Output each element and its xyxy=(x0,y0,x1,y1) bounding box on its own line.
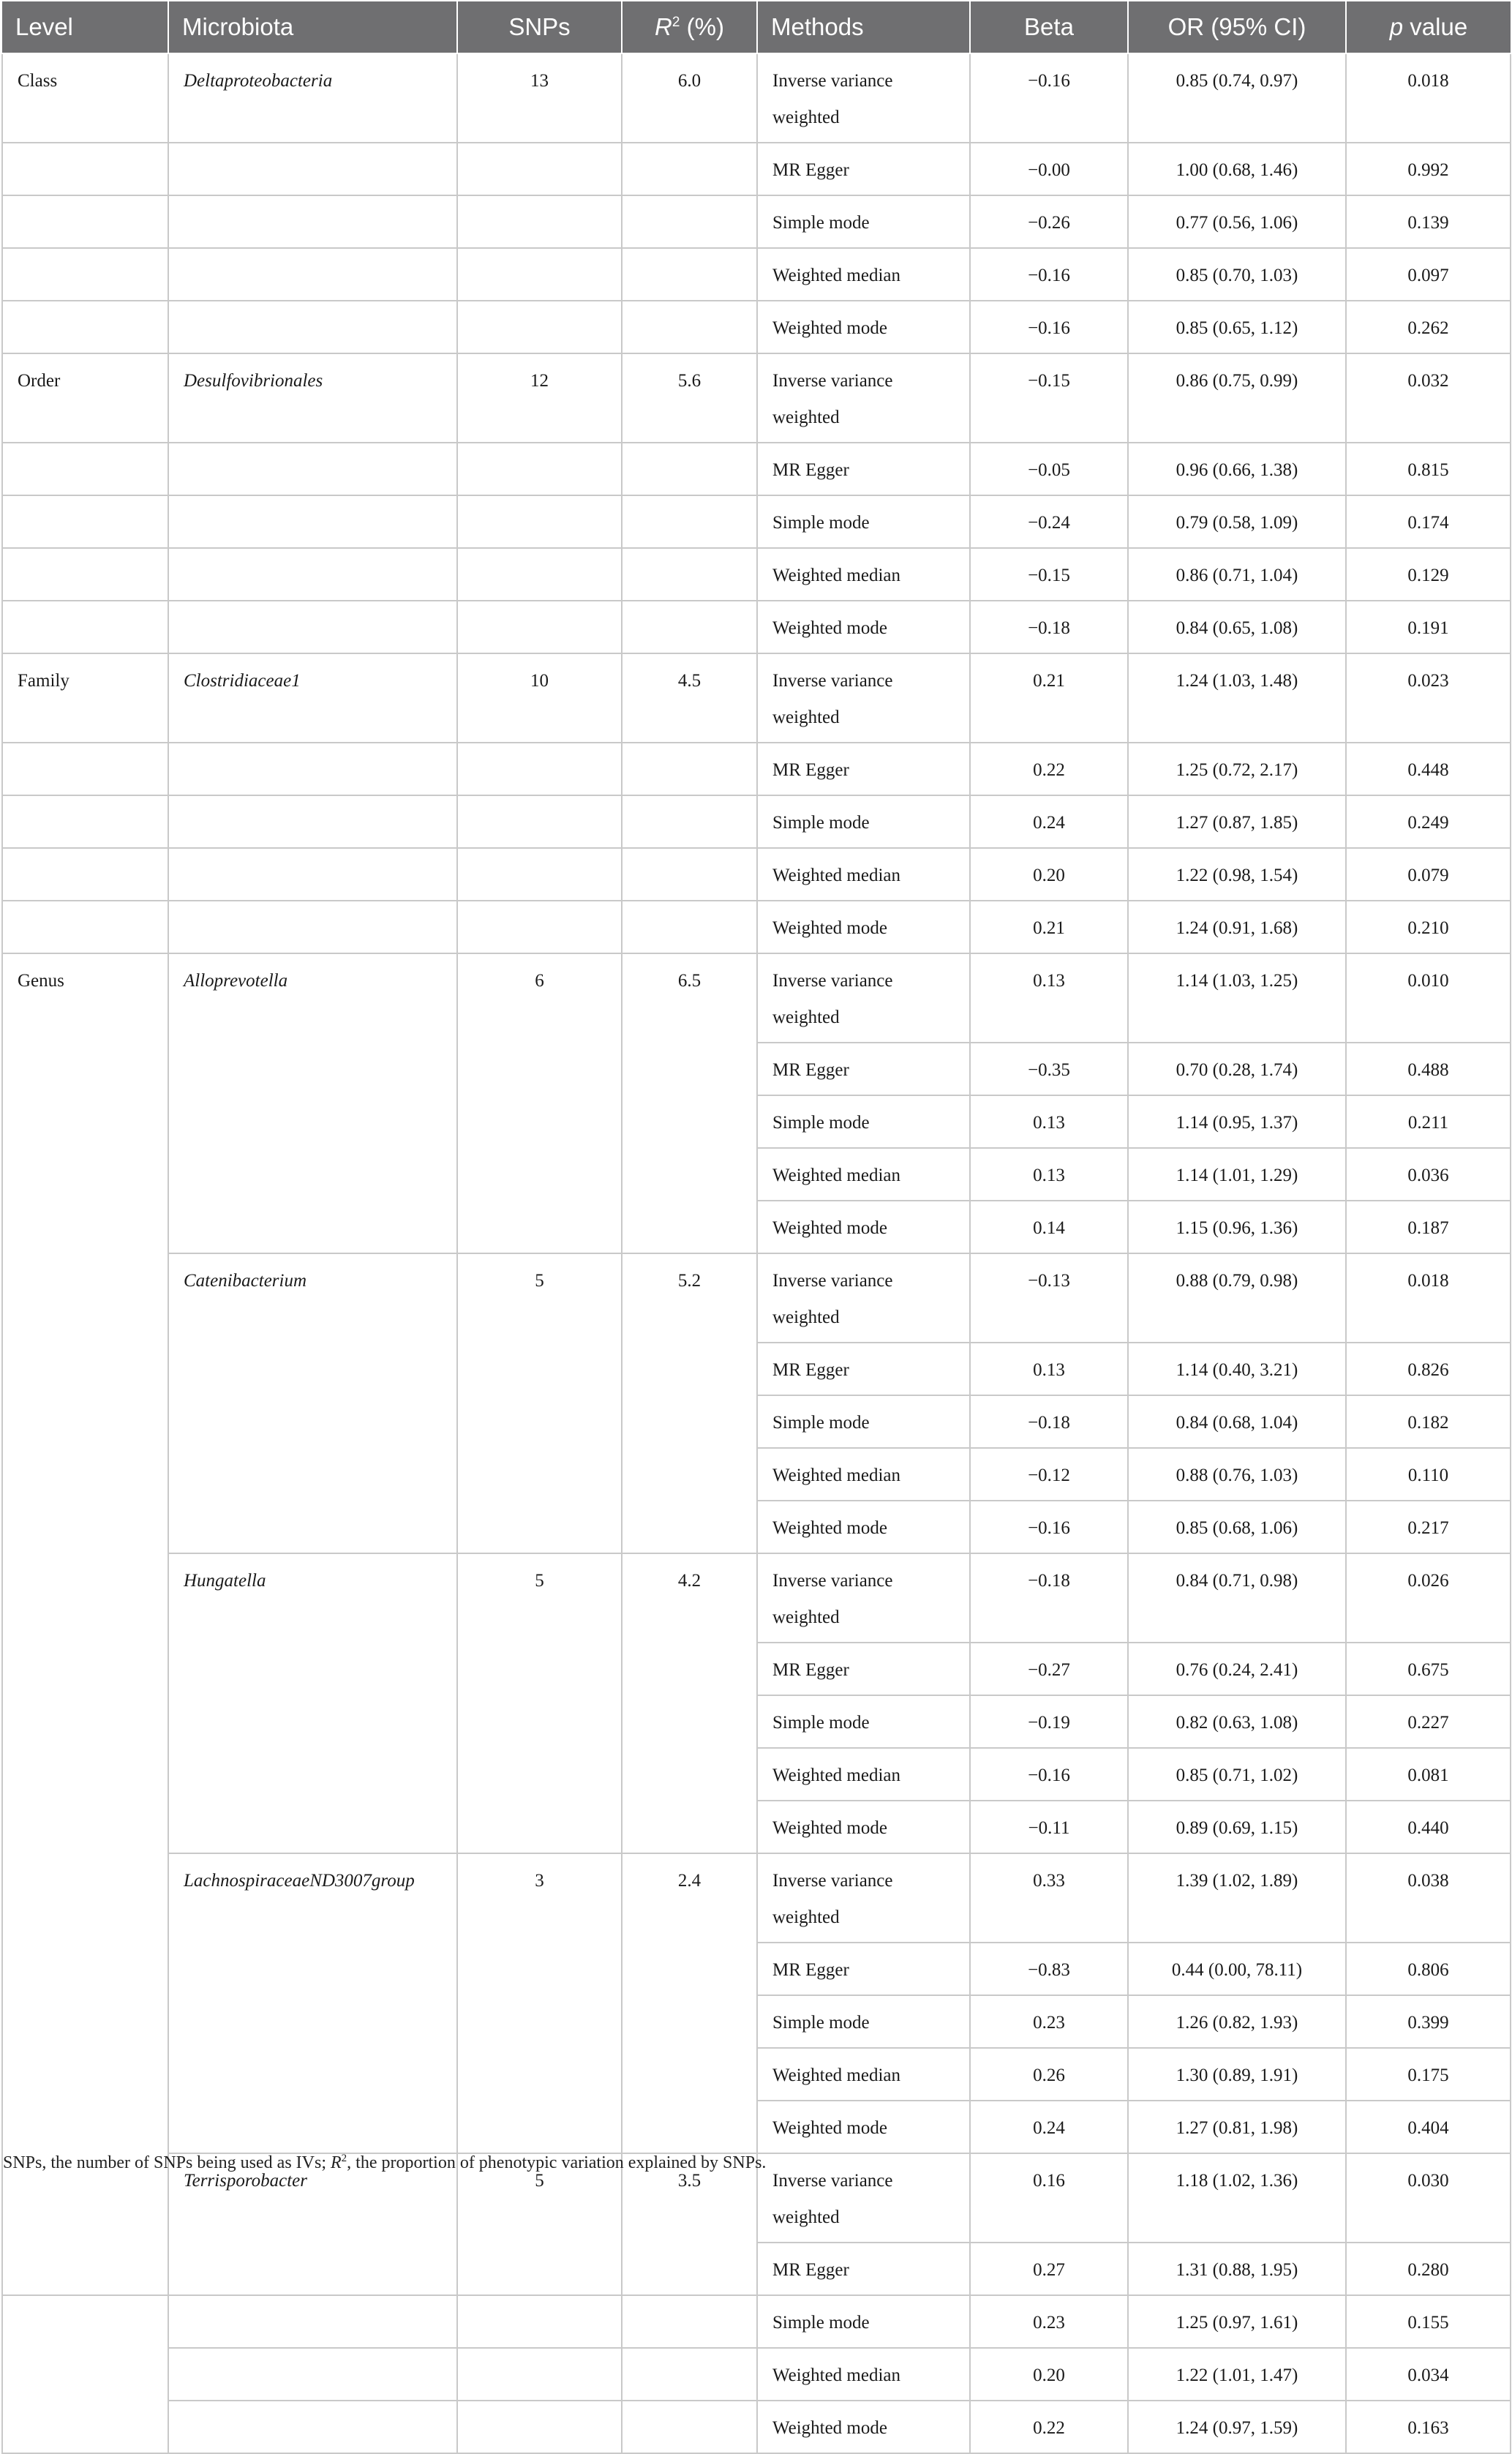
cell-or: 1.22 (0.98, 1.54) xyxy=(1128,848,1346,901)
cell-r2: 3.5 xyxy=(622,2153,757,2295)
cell-level xyxy=(2,601,168,653)
cell-or: 1.25 (0.72, 2.17) xyxy=(1128,743,1346,795)
cell-beta: 0.13 xyxy=(970,1095,1128,1148)
cell-r2 xyxy=(622,248,757,301)
cell-p-value: 0.280 xyxy=(1346,2243,1511,2295)
cell-beta: 0.22 xyxy=(970,743,1128,795)
cell-snps: 13 xyxy=(457,53,622,143)
cell-beta: −0.35 xyxy=(970,1043,1128,1095)
cell-p-value: 0.036 xyxy=(1346,1148,1511,1201)
cell-or: 1.15 (0.96, 1.36) xyxy=(1128,1201,1346,1253)
cell-beta: 0.21 xyxy=(970,653,1128,743)
table-row xyxy=(2,2348,1511,2401)
cell-level xyxy=(2,795,168,848)
cell-method: Inverse variance weighted xyxy=(757,53,970,143)
cell-or: 1.14 (0.40, 3.21) xyxy=(1128,1343,1346,1395)
cell-snps xyxy=(457,601,622,653)
cell-beta: 0.27 xyxy=(970,2243,1128,2295)
cell-microbiota xyxy=(168,195,457,248)
cell-snps xyxy=(457,743,622,795)
cell-snps xyxy=(457,548,622,601)
cell-or: 1.31 (0.88, 1.95) xyxy=(1128,2243,1346,2295)
cell-snps xyxy=(457,848,622,901)
cell-or: 0.85 (0.65, 1.12) xyxy=(1128,301,1346,353)
cell-r2 xyxy=(622,495,757,548)
cell-method: MR Egger xyxy=(757,743,970,795)
cell-beta: 0.23 xyxy=(970,2295,1128,2348)
table-row xyxy=(2,143,1511,195)
cell-method: Weighted mode xyxy=(757,1501,970,1553)
cell-beta: −0.24 xyxy=(970,495,1128,548)
cell-microbiota: Alloprevotella xyxy=(168,953,457,1253)
cell-p-value: 0.163 xyxy=(1346,2401,1511,2453)
cell-method: Inverse variance weighted xyxy=(757,1553,970,1643)
cell-p-value: 0.448 xyxy=(1346,743,1511,795)
cell-or: 0.84 (0.68, 1.04) xyxy=(1128,1395,1346,1448)
table-row xyxy=(2,195,1511,248)
cell-microbiota xyxy=(168,301,457,353)
cell-beta: −0.05 xyxy=(970,443,1128,495)
cell-p-value: 0.488 xyxy=(1346,1043,1511,1095)
cell-p-value: 0.155 xyxy=(1346,2295,1511,2348)
cell-snps xyxy=(457,2295,622,2348)
table-row xyxy=(2,653,1511,743)
cell-r2 xyxy=(622,601,757,653)
cell-or: 0.84 (0.71, 0.98) xyxy=(1128,1553,1346,1643)
cell-beta: 0.13 xyxy=(970,1148,1128,1201)
cell-r2 xyxy=(622,795,757,848)
cell-method: Weighted mode xyxy=(757,1801,970,1853)
cell-r2: 2.4 xyxy=(622,1853,757,2153)
cell-p-value: 0.174 xyxy=(1346,495,1511,548)
cell-microbiota xyxy=(168,901,457,953)
cell-or: 0.85 (0.68, 1.06) xyxy=(1128,1501,1346,1553)
cell-p-value: 0.262 xyxy=(1346,301,1511,353)
cell-p-value: 0.182 xyxy=(1346,1395,1511,1448)
cell-level xyxy=(2,443,168,495)
table-body xyxy=(2,53,1511,2453)
cell-level xyxy=(2,143,168,195)
cell-beta: −0.18 xyxy=(970,1553,1128,1643)
cell-method: Weighted mode xyxy=(757,1201,970,1253)
cell-or: 1.18 (1.02, 1.36) xyxy=(1128,2153,1346,2243)
cell-method: MR Egger xyxy=(757,1643,970,1695)
cell-microbiota xyxy=(168,143,457,195)
header-r2-sup: 2 xyxy=(672,15,680,30)
cell-or: 1.14 (0.95, 1.37) xyxy=(1128,1095,1346,1148)
table-row xyxy=(2,548,1511,601)
cell-p-value: 0.034 xyxy=(1346,2348,1511,2401)
cell-or: 1.27 (0.87, 1.85) xyxy=(1128,795,1346,848)
cell-beta: 0.16 xyxy=(970,2153,1128,2243)
cell-or: 0.96 (0.66, 1.38) xyxy=(1128,443,1346,495)
cell-p-value: 0.249 xyxy=(1346,795,1511,848)
cell-method: Simple mode xyxy=(757,2295,970,2348)
cell-method: Weighted median xyxy=(757,548,970,601)
cell-snps: 5 xyxy=(457,1553,622,1853)
cell-snps: 10 xyxy=(457,653,622,743)
cell-beta: 0.13 xyxy=(970,1343,1128,1395)
table-row xyxy=(2,248,1511,301)
cell-or: 1.22 (1.01, 1.47) xyxy=(1128,2348,1346,2401)
table-row xyxy=(2,901,1511,953)
cell-r2: 5.2 xyxy=(622,1253,757,1553)
cell-beta: 0.14 xyxy=(970,1201,1128,1253)
cell-or: 0.79 (0.58, 1.09) xyxy=(1128,495,1346,548)
cell-snps xyxy=(457,143,622,195)
cell-level xyxy=(2,301,168,353)
cell-microbiota: LachnospiraceaeND3007group xyxy=(168,1853,457,2153)
cell-snps: 5 xyxy=(457,1253,622,1553)
table-row xyxy=(2,2401,1511,2453)
cell-method: Weighted median xyxy=(757,1148,970,1201)
cell-microbiota: Clostridiaceae1 xyxy=(168,653,457,743)
cell-or: 0.70 (0.28, 1.74) xyxy=(1128,1043,1346,1095)
cell-method: Weighted mode xyxy=(757,301,970,353)
cell-microbiota xyxy=(168,548,457,601)
cell-method: Weighted median xyxy=(757,2348,970,2401)
cell-beta: 0.23 xyxy=(970,1995,1128,2048)
cell-beta: 0.33 xyxy=(970,1853,1128,1943)
cell-p-value: 0.191 xyxy=(1346,601,1511,653)
cell-r2 xyxy=(622,443,757,495)
cell-p-value: 0.826 xyxy=(1346,1343,1511,1395)
cell-method: Inverse variance weighted xyxy=(757,653,970,743)
cell-method: Simple mode xyxy=(757,1995,970,2048)
cell-r2 xyxy=(622,2348,757,2401)
cell-p-value: 0.210 xyxy=(1346,901,1511,953)
cell-p-value: 0.018 xyxy=(1346,53,1511,143)
cell-method: Weighted median xyxy=(757,248,970,301)
cell-beta: −0.16 xyxy=(970,1501,1128,1553)
cell-microbiota xyxy=(168,2401,457,2453)
cell-p-value: 0.110 xyxy=(1346,1448,1511,1501)
cell-beta: −0.15 xyxy=(970,548,1128,601)
cell-snps: 12 xyxy=(457,353,622,443)
cell-beta: −0.27 xyxy=(970,1643,1128,1695)
table-row xyxy=(2,1553,1511,1643)
cell-microbiota xyxy=(168,795,457,848)
cell-r2: 4.5 xyxy=(622,653,757,743)
cell-r2 xyxy=(622,743,757,795)
cell-beta: −0.19 xyxy=(970,1695,1128,1748)
header-row xyxy=(2,1,1511,53)
cell-or: 1.39 (1.02, 1.89) xyxy=(1128,1853,1346,1943)
header-beta: Beta xyxy=(970,1,1128,53)
header-p-value xyxy=(1346,1,1511,53)
cell-beta: −0.18 xyxy=(970,601,1128,653)
cell-p-value: 0.097 xyxy=(1346,248,1511,301)
cell-p-value: 0.227 xyxy=(1346,1695,1511,1748)
cell-snps xyxy=(457,2348,622,2401)
cell-snps xyxy=(457,195,622,248)
table-row xyxy=(2,353,1511,443)
table-row xyxy=(2,1253,1511,1343)
cell-p-value: 0.815 xyxy=(1346,443,1511,495)
cell-beta: 0.20 xyxy=(970,848,1128,901)
table-row xyxy=(2,795,1511,848)
cell-p-value: 0.211 xyxy=(1346,1095,1511,1148)
cell-snps xyxy=(457,443,622,495)
footnote-r-letter: R xyxy=(331,2153,342,2172)
cell-r2 xyxy=(622,548,757,601)
cell-snps: 5 xyxy=(457,2153,622,2295)
cell-or: 0.76 (0.24, 2.41) xyxy=(1128,1643,1346,1695)
cell-method: MR Egger xyxy=(757,2243,970,2295)
cell-r2 xyxy=(622,195,757,248)
cell-or: 1.30 (0.89, 1.91) xyxy=(1128,2048,1346,2101)
cell-r2 xyxy=(622,848,757,901)
cell-level xyxy=(2,548,168,601)
cell-r2 xyxy=(622,143,757,195)
cell-or: 1.14 (1.01, 1.29) xyxy=(1128,1148,1346,1201)
cell-level xyxy=(2,195,168,248)
cell-microbiota xyxy=(168,2295,457,2348)
cell-microbiota: Deltaproteobacteria xyxy=(168,53,457,143)
cell-r2 xyxy=(622,901,757,953)
cell-p-value: 0.026 xyxy=(1346,1553,1511,1643)
cell-method: MR Egger xyxy=(757,143,970,195)
cell-p-value: 0.217 xyxy=(1346,1501,1511,1553)
table-row xyxy=(2,443,1511,495)
cell-method: Inverse variance weighted xyxy=(757,1853,970,1943)
cell-level xyxy=(2,901,168,953)
cell-beta: −0.12 xyxy=(970,1448,1128,1501)
cell-method: Weighted mode xyxy=(757,2101,970,2153)
cell-p-value: 0.081 xyxy=(1346,1748,1511,1801)
cell-beta: −0.26 xyxy=(970,195,1128,248)
cell-p-value: 0.010 xyxy=(1346,953,1511,1043)
cell-level: Order xyxy=(2,353,168,443)
header-r2 xyxy=(622,1,757,53)
cell-p-value: 0.675 xyxy=(1346,1643,1511,1695)
cell-or: 1.27 (0.81, 1.98) xyxy=(1128,2101,1346,2153)
cell-method: Weighted mode xyxy=(757,601,970,653)
cell-method: MR Egger xyxy=(757,1343,970,1395)
cell-or: 0.84 (0.65, 1.08) xyxy=(1128,601,1346,653)
cell-beta: −0.15 xyxy=(970,353,1128,443)
cell-microbiota xyxy=(168,601,457,653)
table-row xyxy=(2,53,1511,143)
footnote-part2: , the proportion of phenotypic variation explained by SNPs. xyxy=(347,2153,767,2172)
cell-p-value: 0.129 xyxy=(1346,548,1511,601)
cell-method: Inverse variance weighted xyxy=(757,353,970,443)
table-row xyxy=(2,495,1511,548)
cell-method: Weighted median xyxy=(757,2048,970,2101)
cell-snps xyxy=(457,495,622,548)
cell-p-value: 0.440 xyxy=(1346,1801,1511,1853)
cell-snps: 3 xyxy=(457,1853,622,2153)
cell-p-value: 0.175 xyxy=(1346,2048,1511,2101)
cell-snps xyxy=(457,301,622,353)
cell-beta: 0.22 xyxy=(970,2401,1128,2453)
cell-p-value: 0.139 xyxy=(1346,195,1511,248)
header-snps: SNPs xyxy=(457,1,622,53)
header-p-rest: value xyxy=(1403,13,1468,40)
cell-or: 1.00 (0.68, 1.46) xyxy=(1128,143,1346,195)
cell-method: Weighted median xyxy=(757,1448,970,1501)
cell-level xyxy=(2,495,168,548)
cell-beta: 0.21 xyxy=(970,901,1128,953)
cell-method: Weighted median xyxy=(757,848,970,901)
cell-microbiota xyxy=(168,248,457,301)
cell-microbiota xyxy=(168,495,457,548)
cell-r2 xyxy=(622,301,757,353)
cell-or: 1.24 (1.03, 1.48) xyxy=(1128,653,1346,743)
cell-method: Simple mode xyxy=(757,1695,970,1748)
cell-microbiota xyxy=(168,443,457,495)
cell-method: Weighted mode xyxy=(757,901,970,953)
cell-microbiota xyxy=(168,848,457,901)
cell-method: Weighted median xyxy=(757,1748,970,1801)
cell-beta: −0.83 xyxy=(970,1943,1128,1995)
cell-level xyxy=(2,848,168,901)
cell-or: 1.14 (1.03, 1.25) xyxy=(1128,953,1346,1043)
cell-method: Weighted mode xyxy=(757,2401,970,2453)
cell-beta: −0.16 xyxy=(970,248,1128,301)
cell-snps: 6 xyxy=(457,953,622,1253)
cell-or: 0.85 (0.74, 0.97) xyxy=(1128,53,1346,143)
cell-r2 xyxy=(622,2401,757,2453)
cell-or: 0.89 (0.69, 1.15) xyxy=(1128,1801,1346,1853)
table-row xyxy=(2,1853,1511,1943)
cell-r2 xyxy=(622,2295,757,2348)
cell-method: Simple mode xyxy=(757,1395,970,1448)
header-microbiota: Microbiota xyxy=(168,1,457,53)
cell-or: 0.86 (0.71, 1.04) xyxy=(1128,548,1346,601)
cell-snps xyxy=(457,795,622,848)
table-row xyxy=(2,601,1511,653)
cell-snps xyxy=(457,901,622,953)
cell-p-value: 0.023 xyxy=(1346,653,1511,743)
cell-level: Class xyxy=(2,53,168,143)
cell-snps xyxy=(457,2401,622,2453)
table-row xyxy=(2,301,1511,353)
cell-p-value: 0.187 xyxy=(1346,1201,1511,1253)
cell-p-value: 0.079 xyxy=(1346,848,1511,901)
cell-method: Simple mode xyxy=(757,795,970,848)
header-methods: Methods xyxy=(757,1,970,53)
mr-results-table xyxy=(1,1,1511,2454)
cell-r2: 5.6 xyxy=(622,353,757,443)
cell-p-value: 0.018 xyxy=(1346,1253,1511,1343)
cell-snps xyxy=(457,248,622,301)
cell-p-value: 0.992 xyxy=(1346,143,1511,195)
cell-or: 0.85 (0.71, 1.02) xyxy=(1128,1748,1346,1801)
cell-method: MR Egger xyxy=(757,1943,970,1995)
cell-or: 0.44 (0.00, 78.11) xyxy=(1128,1943,1346,1995)
cell-microbiota xyxy=(168,2348,457,2401)
cell-microbiota: Terrisporobacter xyxy=(168,2153,457,2295)
table-row xyxy=(2,743,1511,795)
cell-method: Simple mode xyxy=(757,495,970,548)
cell-level: Genus xyxy=(2,953,168,2295)
cell-level xyxy=(2,2295,168,2453)
cell-p-value: 0.806 xyxy=(1346,1943,1511,1995)
cell-microbiota: Desulfovibrionales xyxy=(168,353,457,443)
cell-beta: −0.00 xyxy=(970,143,1128,195)
cell-beta: −0.13 xyxy=(970,1253,1128,1343)
cell-p-value: 0.032 xyxy=(1346,353,1511,443)
table-row xyxy=(2,848,1511,901)
header-or: OR (95% CI) xyxy=(1128,1,1346,53)
cell-p-value: 0.404 xyxy=(1346,2101,1511,2153)
cell-beta: −0.16 xyxy=(970,301,1128,353)
cell-r2: 6.5 xyxy=(622,953,757,1253)
cell-or: 0.82 (0.63, 1.08) xyxy=(1128,1695,1346,1748)
footnote-r-sup: 2 xyxy=(341,2153,347,2164)
cell-beta: −0.16 xyxy=(970,53,1128,143)
cell-beta: 0.24 xyxy=(970,2101,1128,2153)
header-p-letter: p xyxy=(1389,13,1404,40)
cell-method: Inverse variance weighted xyxy=(757,1253,970,1343)
header-r2-unit: (%) xyxy=(680,13,724,40)
cell-beta: −0.16 xyxy=(970,1748,1128,1801)
cell-microbiota xyxy=(168,743,457,795)
cell-or: 1.25 (0.97, 1.61) xyxy=(1128,2295,1346,2348)
cell-r2: 6.0 xyxy=(622,53,757,143)
cell-beta: −0.11 xyxy=(970,1801,1128,1853)
cell-level xyxy=(2,743,168,795)
table-row xyxy=(2,953,1511,1043)
header-level: Level xyxy=(2,1,168,53)
cell-beta: 0.26 xyxy=(970,2048,1128,2101)
cell-microbiota: Catenibacterium xyxy=(168,1253,457,1553)
cell-beta: 0.24 xyxy=(970,795,1128,848)
cell-p-value: 0.038 xyxy=(1346,1853,1511,1943)
cell-method: Simple mode xyxy=(757,195,970,248)
cell-or: 0.88 (0.79, 0.98) xyxy=(1128,1253,1346,1343)
cell-or: 0.86 (0.75, 0.99) xyxy=(1128,353,1346,443)
cell-method: Inverse variance weighted xyxy=(757,953,970,1043)
cell-level: Family xyxy=(2,653,168,743)
cell-beta: 0.20 xyxy=(970,2348,1128,2401)
cell-r2: 4.2 xyxy=(622,1553,757,1853)
header-r2-letter: R xyxy=(655,13,672,40)
cell-or: 1.26 (0.82, 1.93) xyxy=(1128,1995,1346,2048)
cell-or: 0.77 (0.56, 1.06) xyxy=(1128,195,1346,248)
cell-p-value: 0.030 xyxy=(1346,2153,1511,2243)
cell-p-value: 0.399 xyxy=(1346,1995,1511,2048)
cell-level xyxy=(2,248,168,301)
table-footnote xyxy=(3,2153,1510,2173)
cell-beta: −0.18 xyxy=(970,1395,1128,1448)
cell-beta: 0.13 xyxy=(970,953,1128,1043)
footnote-part1: SNPs, the number of SNPs being used as IVs; xyxy=(3,2153,331,2172)
cell-or: 1.24 (0.91, 1.68) xyxy=(1128,901,1346,953)
cell-method: MR Egger xyxy=(757,443,970,495)
cell-or: 1.24 (0.97, 1.59) xyxy=(1128,2401,1346,2453)
cell-method: Inverse variance weighted xyxy=(757,2153,970,2243)
cell-method: MR Egger xyxy=(757,1043,970,1095)
cell-microbiota: Hungatella xyxy=(168,1553,457,1853)
table-row xyxy=(2,2295,1511,2348)
cell-or: 0.88 (0.76, 1.03) xyxy=(1128,1448,1346,1501)
cell-or: 0.85 (0.70, 1.03) xyxy=(1128,248,1346,301)
cell-method: Simple mode xyxy=(757,1095,970,1148)
